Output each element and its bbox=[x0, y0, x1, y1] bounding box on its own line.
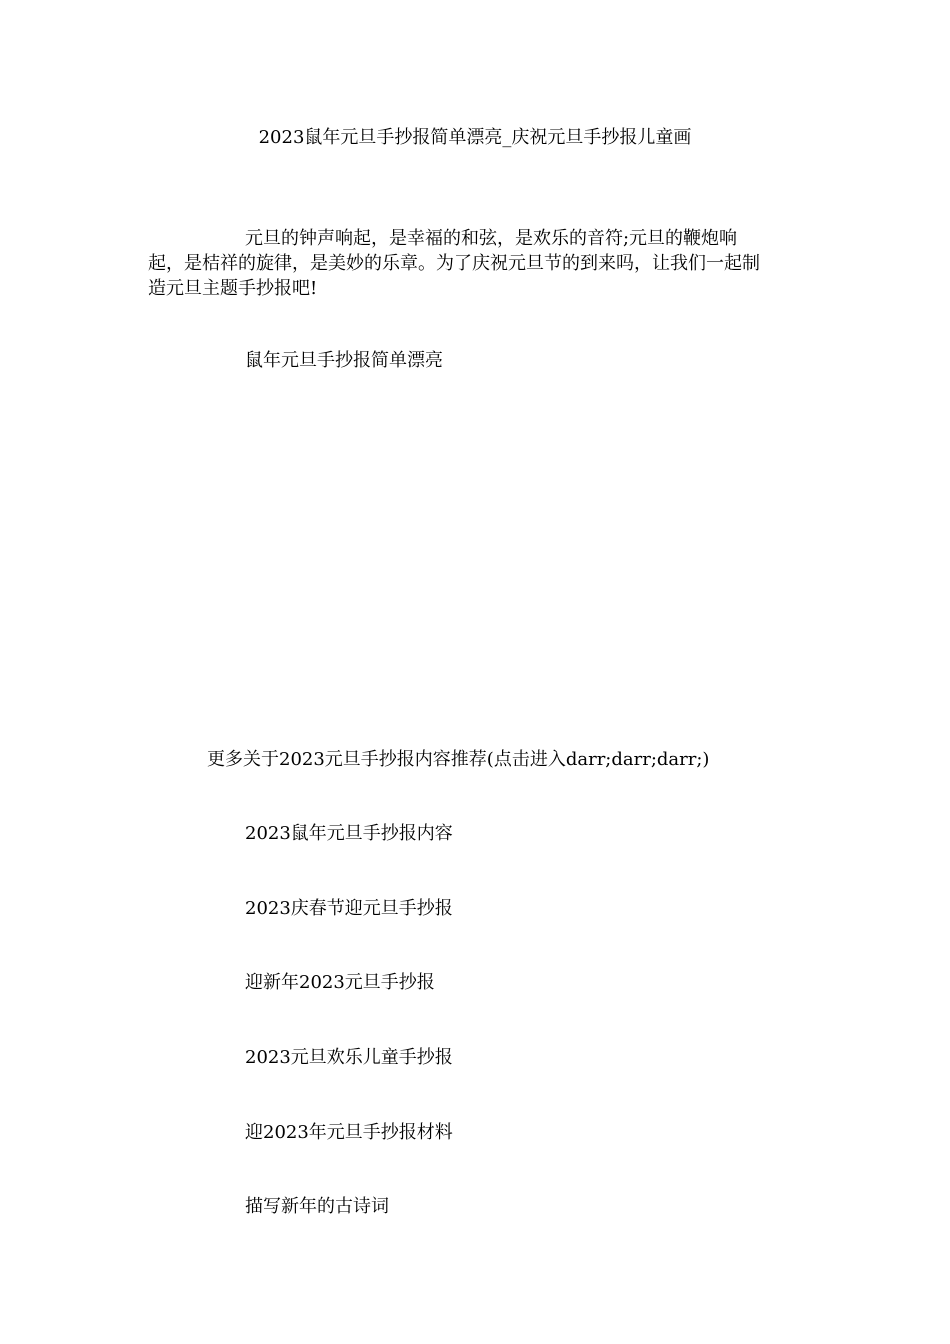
related-link-item[interactable] bbox=[245, 897, 453, 921]
section-heading: 鼠年元旦手抄报简单漂亮 bbox=[245, 350, 443, 371]
intro-paragraph bbox=[148, 226, 808, 301]
related-link-item[interactable] bbox=[245, 971, 435, 995]
related-link[interactable]: 迎2023年元旦手抄报材料 bbox=[245, 1122, 453, 1143]
more-recommendations-heading: 更多关于2023元旦手抄报内容推荐(点击进入darr;darr;darr;) bbox=[207, 749, 710, 770]
intro-line: 起，是桔祥的旋律，是美妙的乐章。为了庆祝元旦节的到来吗，让我们一起制 bbox=[148, 253, 760, 274]
related-link[interactable]: 描写新年的古诗词 bbox=[245, 1196, 389, 1217]
related-link-item[interactable] bbox=[245, 1195, 389, 1219]
blank-image-area bbox=[148, 385, 808, 735]
intro-line: 造元旦主题手抄报吧! bbox=[148, 278, 318, 299]
intro-line: 元旦的钟声响起，是幸福的和弦，是欢乐的音符;元旦的鞭炮响 bbox=[245, 228, 738, 249]
related-link[interactable]: 迎新年2023元旦手抄报 bbox=[245, 972, 435, 993]
related-link[interactable]: 2023元旦欢乐儿童手抄报 bbox=[245, 1047, 453, 1068]
related-link-item[interactable] bbox=[245, 1046, 453, 1070]
related-link-item[interactable] bbox=[245, 822, 453, 846]
related-link-item[interactable] bbox=[245, 1121, 453, 1145]
related-link[interactable]: 2023鼠年元旦手抄报内容 bbox=[245, 823, 453, 844]
document-title: 2023鼠年元旦手抄报简单漂亮_庆祝元旦手抄报儿童画 bbox=[258, 127, 692, 148]
related-link[interactable]: 2023庆春节迎元旦手抄报 bbox=[245, 898, 453, 919]
